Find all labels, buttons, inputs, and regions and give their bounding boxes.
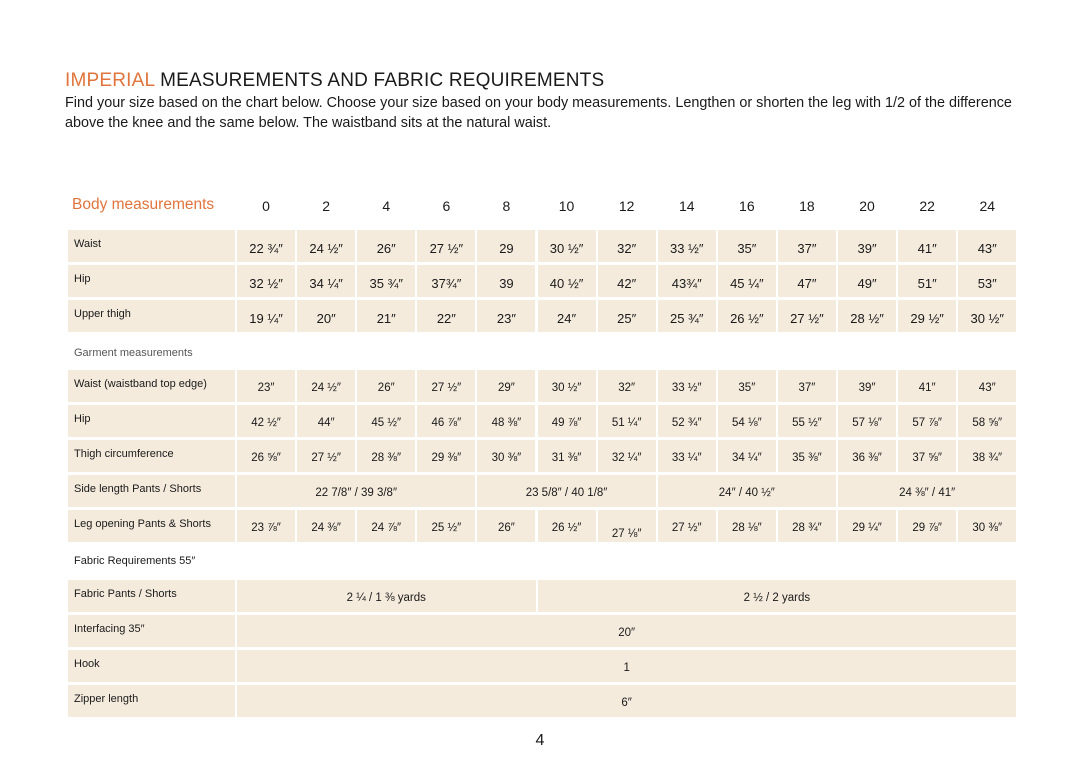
measurement-cell: 28 ¾″ <box>778 510 836 542</box>
measurement-cell: 27 ½″ <box>417 230 475 262</box>
measurement-cell: 30 ⅜″ <box>477 440 535 472</box>
measurement-cell: 35″ <box>718 230 776 262</box>
page-number: 4 <box>535 732 545 749</box>
measurement-cell: 35″ <box>718 370 776 402</box>
measurement-cell: 23″ <box>477 300 535 332</box>
row-label: Hip <box>68 405 235 437</box>
measurement-cell: 45 ¼″ <box>718 265 776 297</box>
measurement-cell: 51 ¼″ <box>598 405 656 437</box>
measurement-cell: 26 ½″ <box>538 510 596 542</box>
title-rest: MEASUREMENTS AND FABRIC REQUIREMENTS <box>154 70 605 91</box>
measurement-cell: 27 ⅛″ <box>598 510 656 542</box>
intro-text: Find your size based on the chart below. Choose your size based on your body measurements. Lengthen or shorten the leg with 1/2 of the difference above the knee and the same below. The waistband sits at the natural waist. <box>65 95 1012 131</box>
title-accent: IMPERIAL <box>65 70 155 91</box>
measurement-cell: 32″ <box>598 230 656 262</box>
row-label: Hip <box>68 265 235 297</box>
measurement-cell: 24 ⅞″ <box>357 510 415 542</box>
measurement-cell: 19 ¼″ <box>237 300 295 332</box>
interfacing-cell: 20″ <box>237 615 1016 647</box>
fabric-cell: 2 ½ / 2 yards <box>538 580 1017 612</box>
measurement-cell: 27 ½″ <box>417 370 475 402</box>
measurement-cell: 24 ⅜″ <box>297 510 355 542</box>
measurement-cell: 31 ⅜″ <box>538 440 596 472</box>
row-label: Thigh circumference <box>68 440 235 472</box>
measurement-cell: 42 ½″ <box>237 405 295 437</box>
measurement-cell: 28 ⅛″ <box>718 510 776 542</box>
size-header: 14 <box>678 198 695 214</box>
measurement-cell: 21″ <box>357 300 415 332</box>
garment-measurements-heading: Garment measurements <box>74 347 193 359</box>
measurement-cell: 23″ <box>237 370 295 402</box>
measurement-cell: 53″ <box>958 265 1016 297</box>
measurement-cell: 40 ½″ <box>538 265 596 297</box>
measurement-cell: 25 ¾″ <box>658 300 716 332</box>
measurement-cell: 37″ <box>778 370 836 402</box>
measurement-cell: 24″ <box>538 300 596 332</box>
measurement-cell: 48 ⅜″ <box>477 405 535 437</box>
measurement-cell: 43¾″ <box>658 265 716 297</box>
measurement-cell: 27 ½″ <box>778 300 836 332</box>
measurement-cell: 35 ⅜″ <box>778 440 836 472</box>
measurement-cell: 49 ⅞″ <box>538 405 596 437</box>
row-label: Side length Pants / Shorts <box>68 475 235 507</box>
measurement-cell: 29 ¼″ <box>838 510 896 542</box>
measurement-cell: 49″ <box>838 265 896 297</box>
measurement-cell: 39″ <box>838 230 896 262</box>
row-label: Interfacing 35″ <box>68 615 235 647</box>
size-header: 0 <box>262 198 270 214</box>
measurement-cell: 29″ <box>477 370 535 402</box>
row-label: Hook <box>68 650 235 682</box>
measurement-cell: 37 ⅝″ <box>898 440 956 472</box>
measurement-cell: 26″ <box>357 230 415 262</box>
measurement-cell: 37¾″ <box>417 265 475 297</box>
measurement-cell: 38 ¾″ <box>958 440 1016 472</box>
measurement-cell: 26″ <box>357 370 415 402</box>
fabric-requirements-heading: Fabric Requirements 55″ <box>74 555 196 567</box>
measurement-cell: 30 ½″ <box>958 300 1016 332</box>
page-title <box>65 70 604 92</box>
measurement-cell: 39 <box>477 265 535 297</box>
measurement-cell: 35 ¾″ <box>357 265 415 297</box>
measurement-cell: 39″ <box>838 370 896 402</box>
measurement-cell: 26 ⅝″ <box>237 440 295 472</box>
measurement-cell: 22″ <box>417 300 475 332</box>
size-header: 16 <box>739 198 755 214</box>
measurement-cell: 32″ <box>598 370 656 402</box>
size-header: 8 <box>502 198 511 214</box>
measurement-cell: 44″ <box>297 405 355 437</box>
size-header: 6 <box>442 198 451 214</box>
body-measurements-heading: Body measurements <box>72 196 215 213</box>
measurement-cell: 25 ½″ <box>417 510 475 542</box>
measurement-cell: 54 ⅛″ <box>718 405 776 437</box>
measurement-cell: 30 ⅜″ <box>958 510 1016 542</box>
side-length-cell: 22 7/8″ / 39 3/8″ <box>237 475 475 507</box>
measurement-cell: 20″ <box>297 300 355 332</box>
measurement-cell: 37″ <box>778 230 836 262</box>
measurement-cell: 32 ¼″ <box>598 440 656 472</box>
side-length-cell: 23 5/8″ / 40 1/8″ <box>477 475 655 507</box>
measurement-cell: 30 ½″ <box>538 230 596 262</box>
measurement-cell: 27 ½″ <box>658 510 716 542</box>
measurement-cell: 41″ <box>898 370 956 402</box>
measurement-cell: 57 ⅞″ <box>898 405 956 437</box>
measurement-cell: 24 ½″ <box>297 230 355 262</box>
measurement-cell: 58 ⅝″ <box>958 405 1016 437</box>
row-label: Waist <box>68 230 235 262</box>
measurement-cell: 32 ½″ <box>237 265 295 297</box>
measurement-cell: 33 ½″ <box>658 370 716 402</box>
measurement-cell: 55 ½″ <box>778 405 836 437</box>
side-length-cell: 24″ / 40 ½″ <box>658 475 836 507</box>
measurement-cell: 52 ¾″ <box>658 405 716 437</box>
measurement-cell: 42″ <box>598 265 656 297</box>
row-label: Zipper length <box>68 685 235 717</box>
measurement-cell: 36 ⅜″ <box>838 440 896 472</box>
measurement-cell: 46 ⅞″ <box>417 405 475 437</box>
side-length-cell: 24 ⅜″ / 41″ <box>838 475 1016 507</box>
measurement-cell: 30 ½″ <box>538 370 596 402</box>
measurement-cell: 45 ½″ <box>357 405 415 437</box>
measurement-cell: 33 ¼″ <box>658 440 716 472</box>
measurement-cell: 25″ <box>598 300 656 332</box>
measurement-cell: 28 ⅜″ <box>357 440 415 472</box>
measurement-cell: 23 ⅞″ <box>237 510 295 542</box>
measurement-cell: 41″ <box>898 230 956 262</box>
row-label: Fabric Pants / Shorts <box>68 580 235 612</box>
measurement-cell: 22 ¾″ <box>237 230 295 262</box>
measurement-cell: 57 ⅛″ <box>838 405 896 437</box>
size-header: 20 <box>859 198 875 214</box>
fabric-cell: 2 ¼ / 1 ⅜ yards <box>237 580 536 612</box>
size-header: 2 <box>322 198 331 214</box>
measurement-cell: 29 <box>477 230 535 262</box>
size-header: 12 <box>618 198 635 214</box>
measurement-cell: 47″ <box>778 265 836 297</box>
measurement-cell: 29 ⅞″ <box>898 510 956 542</box>
measurement-cell: 27 ½″ <box>297 440 355 472</box>
hook-cell: 1 <box>237 650 1016 682</box>
measurement-cell: 51″ <box>898 265 956 297</box>
measurement-cell: 33 ½″ <box>658 230 716 262</box>
size-header: 4 <box>382 198 391 214</box>
size-header: 10 <box>558 198 575 214</box>
measurement-cell: 43″ <box>958 230 1016 262</box>
measurement-cell: 43″ <box>958 370 1016 402</box>
size-header: 22 <box>919 198 935 214</box>
size-header: 18 <box>799 198 815 214</box>
measurement-cell: 34 ¼″ <box>718 440 776 472</box>
measurement-cell: 28 ½″ <box>838 300 896 332</box>
row-label: Waist (waistband top edge) <box>68 370 235 402</box>
row-label: Leg opening Pants & Shorts <box>68 510 235 542</box>
measurement-cell: 29 ½″ <box>898 300 956 332</box>
measurement-cell: 24 ½″ <box>297 370 355 402</box>
measurement-cell: 34 ¼″ <box>297 265 355 297</box>
zipper-cell: 6″ <box>237 685 1016 717</box>
measurement-cell: 26 ½″ <box>718 300 776 332</box>
row-label: Upper thigh <box>68 300 235 332</box>
size-header: 24 <box>979 198 996 214</box>
measurement-cell: 26″ <box>477 510 535 542</box>
measurement-cell: 29 ⅜″ <box>417 440 475 472</box>
